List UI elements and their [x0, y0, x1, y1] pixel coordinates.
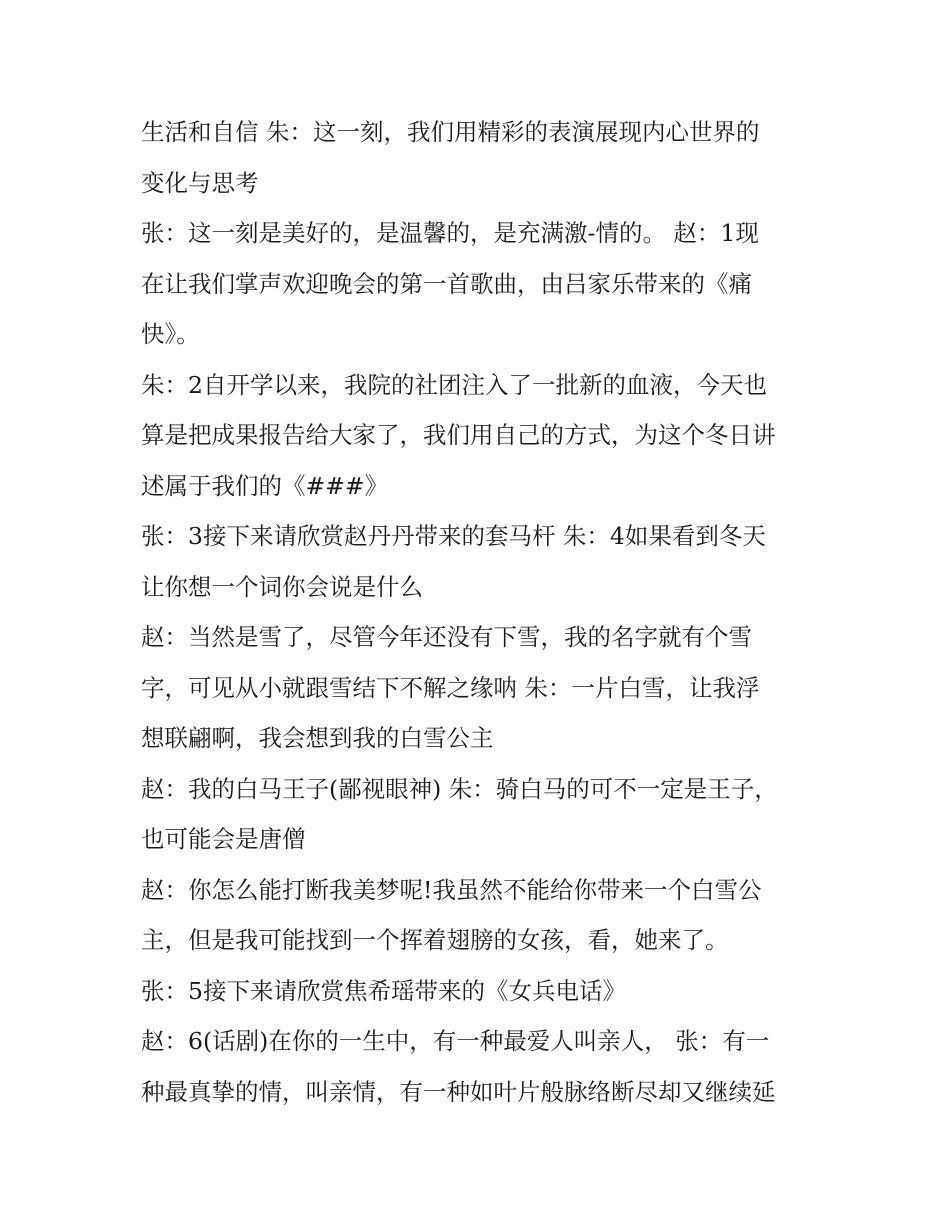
- document-body: [141, 107, 831, 1117]
- text-line: 述属于我们的《###》: [141, 471, 389, 500]
- text-line: 主，但是我可能找到一个挥着翅膀的女孩，看，她来了。: [141, 926, 729, 954]
- text-line: 张：3接下来请欣赏赵丹丹带来的套马杆 朱：4如果看到冬天: [141, 522, 766, 550]
- text-line: 生活和自信 朱：这一刻，我们用精彩的表演展现内心世界的: [141, 118, 760, 146]
- text-line: 种最真挚的情，叫亲情，有一种如叶片般脉络断尽却又继续延: [141, 1077, 776, 1106]
- text-line: 想联翩啊，我会想到我的白雪公主: [141, 724, 494, 752]
- text-line: 赵：6(话剧)在你的一生中，有一种最爱人叫亲人， 张：有一: [141, 1027, 770, 1055]
- text-line: 赵：我的白马王子(鄙视眼神) 朱：骑白马的可不一定是王子，: [141, 774, 778, 803]
- text-line: 在让我们掌声欢迎晚会的第一首歌曲，由吕家乐带来的《痛: [141, 269, 752, 298]
- text-line: 赵：当然是雪了，尽管今年还没有下雪，我的名字就有个雪: [141, 623, 752, 651]
- text-line: 快》。: [141, 320, 200, 348]
- text-line: 算是把成果报告给大家了，我们用自己的方式，为这个冬日讲: [141, 421, 776, 449]
- text-line: 也可能会是唐僧: [141, 825, 306, 853]
- text-line: 让你想一个词你会说是什么: [141, 572, 423, 601]
- text-line: 张：这一刻是美好的，是温馨的，是充满激-情的。 赵：1现: [141, 219, 759, 247]
- text-line: 赵：你怎么能打断我美梦呢!我虽然不能给你带来一个白雪公: [141, 875, 762, 904]
- text-line: 变化与思考: [141, 168, 259, 197]
- text-line: 朱：2自开学以来，我院的社团注入了一批新的血液，今天也: [141, 370, 767, 399]
- text-line: 字，可见从小就跟雪结下不解之缘呐 朱：一片白雪，让我浮: [141, 673, 760, 702]
- text-line: 张：5接下来请欣赏焦希瑶带来的《女兵电话》: [141, 976, 626, 1005]
